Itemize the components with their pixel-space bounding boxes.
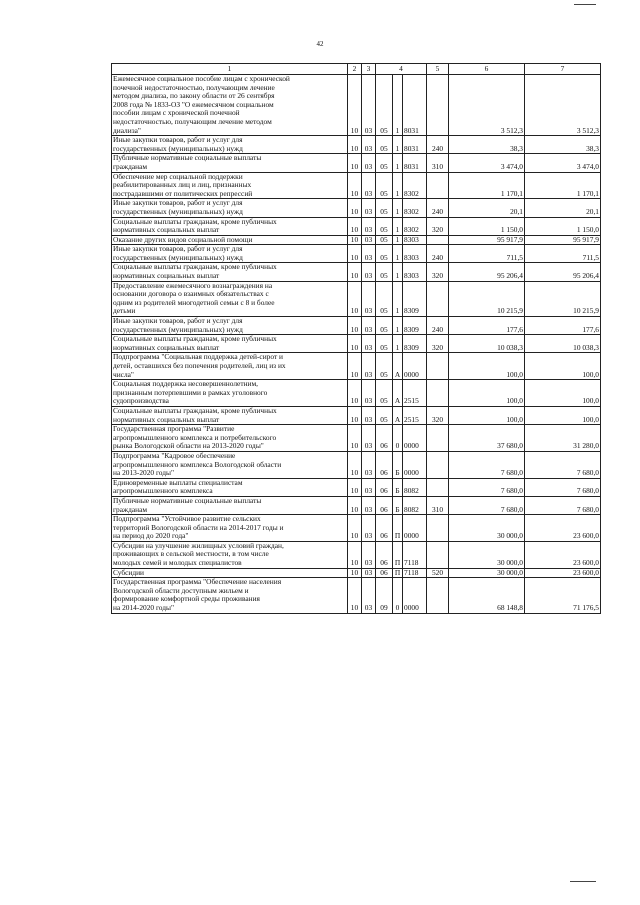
cell-name: Субсидии на улучшение жилищных условий граждан, проживающих в сельской местности, в том числе молодых семей и молодых специалистов bbox=[112, 541, 348, 568]
cell-subsection: 03 bbox=[362, 478, 376, 496]
cell-name: Предоставление ежемесячного вознаграждения на основании договора о взаимных обязательствах с одним из родителей многодетной семьи с 8 и более детьми bbox=[112, 281, 348, 316]
cell-subprogram: 0 bbox=[393, 425, 403, 452]
table-header bbox=[112, 64, 601, 75]
cell-subprogram: А bbox=[393, 353, 403, 380]
cell-section: 10 bbox=[348, 353, 362, 380]
cell-amount-2020: 31 280,0 bbox=[525, 425, 601, 452]
cell-amount-2020: 100,0 bbox=[525, 380, 601, 407]
table-row bbox=[112, 217, 601, 235]
cell-amount-2019: 10 038,3 bbox=[449, 335, 525, 353]
cell-amount-2020: 177,6 bbox=[525, 317, 601, 335]
cell-program: 06 bbox=[376, 515, 393, 542]
cell-direction: 0000 bbox=[403, 353, 427, 380]
cell-name: Ежемесячное социальное пособие лицам с хронической почечной недостаточностью, получающим лечение методом диализа, по закону области от 26 сентября 2008 года № 1833-ОЗ "О ежемесячном социальном пособии лицам с хронической почечной недостаточностью, получающим лечение методом диализа" bbox=[112, 75, 348, 136]
cell-expense-type bbox=[427, 172, 449, 199]
table-row bbox=[112, 380, 601, 407]
cell-subsection: 03 bbox=[362, 154, 376, 172]
cell-program: 05 bbox=[376, 235, 393, 245]
scan-mark-top bbox=[574, 4, 596, 5]
cell-amount-2019: 10 215,9 bbox=[449, 281, 525, 316]
cell-subsection: 03 bbox=[362, 578, 376, 613]
table-row bbox=[112, 317, 601, 335]
cell-section: 10 bbox=[348, 425, 362, 452]
header-col-2: 2 bbox=[348, 64, 362, 75]
cell-subsection: 03 bbox=[362, 541, 376, 568]
cell-direction: 8309 bbox=[403, 281, 427, 316]
cell-program: 05 bbox=[376, 406, 393, 424]
cell-amount-2019: 7 680,0 bbox=[449, 478, 525, 496]
cell-subprogram: П bbox=[393, 541, 403, 568]
cell-direction: 8302 bbox=[403, 172, 427, 199]
cell-expense-type: 320 bbox=[427, 217, 449, 235]
cell-subsection: 03 bbox=[362, 235, 376, 245]
cell-section: 10 bbox=[348, 217, 362, 235]
table-row bbox=[112, 451, 601, 478]
cell-section: 10 bbox=[348, 578, 362, 613]
table-row bbox=[112, 245, 601, 263]
cell-subsection: 03 bbox=[362, 136, 376, 154]
cell-subprogram: Б bbox=[393, 496, 403, 514]
cell-program: 05 bbox=[376, 263, 393, 281]
cell-section: 10 bbox=[348, 281, 362, 316]
header-row bbox=[112, 64, 601, 75]
cell-name: Социальные выплаты гражданам, кроме публичных нормативных социальных выплат bbox=[112, 335, 348, 353]
cell-program: 05 bbox=[376, 245, 393, 263]
header-col-1: 1 bbox=[112, 64, 348, 75]
cell-name: Иные закупки товаров, работ и услуг для государственных (муниципальных) нужд bbox=[112, 245, 348, 263]
cell-expense-type: 520 bbox=[427, 568, 449, 578]
cell-name: Иные закупки товаров, работ и услуг для государственных (муниципальных) нужд bbox=[112, 199, 348, 217]
cell-expense-type: 240 bbox=[427, 317, 449, 335]
cell-section: 10 bbox=[348, 451, 362, 478]
cell-subprogram: 1 bbox=[393, 75, 403, 136]
cell-expense-type: 240 bbox=[427, 199, 449, 217]
cell-section: 10 bbox=[348, 496, 362, 514]
cell-section: 10 bbox=[348, 478, 362, 496]
cell-subsection: 03 bbox=[362, 199, 376, 217]
cell-program: 06 bbox=[376, 478, 393, 496]
cell-amount-2019: 20,1 bbox=[449, 199, 525, 217]
cell-name: Публичные нормативные социальные выплаты гражданам bbox=[112, 496, 348, 514]
cell-name: Социальная поддержка несовершеннолетним, признанным потерпевшими в рамках уголовного судопроизводства bbox=[112, 380, 348, 407]
cell-name: Единовременные выплаты специалистам агропромышленного комплекса bbox=[112, 478, 348, 496]
cell-amount-2020: 7 680,0 bbox=[525, 478, 601, 496]
cell-expense-type: 310 bbox=[427, 154, 449, 172]
cell-expense-type: 320 bbox=[427, 335, 449, 353]
cell-amount-2020: 7 680,0 bbox=[525, 451, 601, 478]
cell-subprogram: Б bbox=[393, 478, 403, 496]
cell-subsection: 03 bbox=[362, 451, 376, 478]
cell-direction: 8031 bbox=[403, 75, 427, 136]
cell-name: Публичные нормативные социальные выплаты гражданам bbox=[112, 154, 348, 172]
header-col-4: 4 bbox=[376, 64, 427, 75]
cell-amount-2019: 30 000,0 bbox=[449, 541, 525, 568]
cell-expense-type bbox=[427, 478, 449, 496]
cell-expense-type bbox=[427, 515, 449, 542]
cell-subprogram: 1 bbox=[393, 136, 403, 154]
table-row bbox=[112, 154, 601, 172]
cell-amount-2020: 7 680,0 bbox=[525, 496, 601, 514]
cell-program: 05 bbox=[376, 154, 393, 172]
cell-direction: 8303 bbox=[403, 245, 427, 263]
cell-subprogram: 1 bbox=[393, 172, 403, 199]
cell-name: Оказание других видов социальной помощи bbox=[112, 235, 348, 245]
cell-program: 06 bbox=[376, 451, 393, 478]
cell-subsection: 03 bbox=[362, 496, 376, 514]
cell-direction: 8303 bbox=[403, 235, 427, 245]
cell-section: 10 bbox=[348, 380, 362, 407]
cell-program: 05 bbox=[376, 199, 393, 217]
cell-subsection: 03 bbox=[362, 425, 376, 452]
cell-amount-2020: 23 600,0 bbox=[525, 541, 601, 568]
cell-amount-2019: 711,5 bbox=[449, 245, 525, 263]
table-body bbox=[112, 75, 601, 614]
table-row bbox=[112, 281, 601, 316]
cell-section: 10 bbox=[348, 136, 362, 154]
cell-name: Иные закупки товаров, работ и услуг для государственных (муниципальных) нужд bbox=[112, 136, 348, 154]
cell-amount-2020: 95 206,4 bbox=[525, 263, 601, 281]
cell-subprogram: 1 bbox=[393, 335, 403, 353]
cell-subsection: 03 bbox=[362, 172, 376, 199]
budget-table bbox=[111, 63, 601, 614]
cell-amount-2020: 100,0 bbox=[525, 353, 601, 380]
scan-mark-bottom-right bbox=[570, 881, 596, 882]
cell-expense-type bbox=[427, 235, 449, 245]
cell-subsection: 03 bbox=[362, 281, 376, 316]
cell-program: 05 bbox=[376, 172, 393, 199]
cell-subsection: 03 bbox=[362, 353, 376, 380]
cell-subprogram: А bbox=[393, 406, 403, 424]
cell-name: Субсидии bbox=[112, 568, 348, 578]
cell-direction: 8309 bbox=[403, 317, 427, 335]
cell-section: 10 bbox=[348, 317, 362, 335]
cell-section: 10 bbox=[348, 245, 362, 263]
cell-expense-type bbox=[427, 281, 449, 316]
cell-program: 05 bbox=[376, 75, 393, 136]
cell-subsection: 03 bbox=[362, 515, 376, 542]
cell-subprogram: 1 bbox=[393, 217, 403, 235]
cell-program: 05 bbox=[376, 281, 393, 316]
cell-section: 10 bbox=[348, 172, 362, 199]
cell-subprogram: 1 bbox=[393, 245, 403, 263]
cell-program: 05 bbox=[376, 217, 393, 235]
cell-subsection: 03 bbox=[362, 317, 376, 335]
cell-expense-type: 240 bbox=[427, 245, 449, 263]
cell-expense-type: 320 bbox=[427, 406, 449, 424]
cell-subprogram: 1 bbox=[393, 235, 403, 245]
table-row bbox=[112, 199, 601, 217]
cell-subsection: 03 bbox=[362, 406, 376, 424]
cell-subprogram: 1 bbox=[393, 199, 403, 217]
table-row bbox=[112, 578, 601, 613]
cell-expense-type bbox=[427, 425, 449, 452]
cell-subprogram: 1 bbox=[393, 154, 403, 172]
cell-amount-2019: 30 000,0 bbox=[449, 515, 525, 542]
table-row bbox=[112, 335, 601, 353]
cell-subsection: 03 bbox=[362, 245, 376, 263]
cell-program: 09 bbox=[376, 578, 393, 613]
cell-amount-2019: 37 680,0 bbox=[449, 425, 525, 452]
page-number: 42 bbox=[316, 40, 324, 48]
cell-amount-2020: 38,3 bbox=[525, 136, 601, 154]
cell-direction: 8309 bbox=[403, 335, 427, 353]
cell-amount-2020: 95 917,9 bbox=[525, 235, 601, 245]
cell-expense-type bbox=[427, 380, 449, 407]
cell-direction: 8082 bbox=[403, 496, 427, 514]
cell-amount-2020: 1 150,0 bbox=[525, 217, 601, 235]
cell-amount-2019: 7 680,0 bbox=[449, 496, 525, 514]
cell-amount-2019: 30 000,0 bbox=[449, 568, 525, 578]
cell-amount-2019: 1 170,1 bbox=[449, 172, 525, 199]
table-row bbox=[112, 263, 601, 281]
header-col-7: 7 bbox=[525, 64, 601, 75]
cell-subprogram: А bbox=[393, 380, 403, 407]
cell-amount-2020: 3 474,0 bbox=[525, 154, 601, 172]
cell-amount-2019: 95 206,4 bbox=[449, 263, 525, 281]
cell-amount-2020: 3 512,3 bbox=[525, 75, 601, 136]
cell-subprogram: 0 bbox=[393, 578, 403, 613]
cell-name: Подпрограмма "Кадровое обеспечение агропромышленного комплекса Вологодской области на 2013-2020 годы" bbox=[112, 451, 348, 478]
cell-expense-type bbox=[427, 353, 449, 380]
cell-amount-2020: 711,5 bbox=[525, 245, 601, 263]
cell-subsection: 03 bbox=[362, 568, 376, 578]
cell-section: 10 bbox=[348, 541, 362, 568]
cell-program: 05 bbox=[376, 335, 393, 353]
cell-direction: 0000 bbox=[403, 451, 427, 478]
table-row bbox=[112, 425, 601, 452]
cell-direction: 8303 bbox=[403, 263, 427, 281]
cell-amount-2020: 10 215,9 bbox=[525, 281, 601, 316]
cell-expense-type bbox=[427, 451, 449, 478]
cell-amount-2019: 3 474,0 bbox=[449, 154, 525, 172]
cell-amount-2019: 1 150,0 bbox=[449, 217, 525, 235]
cell-direction: 8031 bbox=[403, 154, 427, 172]
cell-section: 10 bbox=[348, 406, 362, 424]
cell-program: 06 bbox=[376, 568, 393, 578]
cell-subprogram: П bbox=[393, 515, 403, 542]
cell-amount-2019: 3 512,3 bbox=[449, 75, 525, 136]
cell-section: 10 bbox=[348, 75, 362, 136]
cell-amount-2020: 10 038,3 bbox=[525, 335, 601, 353]
cell-program: 05 bbox=[376, 317, 393, 335]
cell-amount-2019: 100,0 bbox=[449, 353, 525, 380]
table-row bbox=[112, 541, 601, 568]
cell-name: Социальные выплаты гражданам, кроме публичных нормативных социальных выплат bbox=[112, 406, 348, 424]
cell-direction: 8031 bbox=[403, 136, 427, 154]
cell-program: 06 bbox=[376, 496, 393, 514]
cell-name: Обеспечение мер социальной поддержки реабилитированных лиц и лиц, признанных пострадавшими от политических репрессий bbox=[112, 172, 348, 199]
cell-amount-2020: 23 600,0 bbox=[525, 568, 601, 578]
cell-subprogram: 1 bbox=[393, 281, 403, 316]
cell-expense-type bbox=[427, 541, 449, 568]
cell-amount-2019: 68 148,8 bbox=[449, 578, 525, 613]
cell-program: 05 bbox=[376, 353, 393, 380]
cell-amount-2020: 1 170,1 bbox=[525, 172, 601, 199]
cell-name: Социальные выплаты гражданам, кроме публичных нормативных социальных выплат bbox=[112, 217, 348, 235]
table-row bbox=[112, 75, 601, 136]
cell-section: 10 bbox=[348, 263, 362, 281]
cell-name: Социальные выплаты гражданам, кроме публичных нормативных социальных выплат bbox=[112, 263, 348, 281]
header-col-5: 5 bbox=[427, 64, 449, 75]
cell-direction: 8302 bbox=[403, 217, 427, 235]
header-col-3: 3 bbox=[362, 64, 376, 75]
cell-expense-type bbox=[427, 578, 449, 613]
cell-section: 10 bbox=[348, 335, 362, 353]
cell-direction: 8302 bbox=[403, 199, 427, 217]
cell-subprogram: 1 bbox=[393, 317, 403, 335]
table-row bbox=[112, 172, 601, 199]
cell-subprogram: П bbox=[393, 568, 403, 578]
cell-program: 05 bbox=[376, 136, 393, 154]
cell-subsection: 03 bbox=[362, 335, 376, 353]
cell-amount-2020: 71 176,5 bbox=[525, 578, 601, 613]
cell-direction: 0000 bbox=[403, 425, 427, 452]
cell-section: 10 bbox=[348, 235, 362, 245]
cell-program: 06 bbox=[376, 425, 393, 452]
cell-amount-2020: 100,0 bbox=[525, 406, 601, 424]
cell-section: 10 bbox=[348, 199, 362, 217]
cell-direction: 7118 bbox=[403, 568, 427, 578]
cell-subprogram: 1 bbox=[393, 263, 403, 281]
cell-subprogram: Б bbox=[393, 451, 403, 478]
cell-amount-2019: 100,0 bbox=[449, 380, 525, 407]
cell-direction: 2515 bbox=[403, 380, 427, 407]
cell-subsection: 03 bbox=[362, 263, 376, 281]
cell-subsection: 03 bbox=[362, 75, 376, 136]
table-row bbox=[112, 496, 601, 514]
cell-expense-type: 240 bbox=[427, 136, 449, 154]
cell-subsection: 03 bbox=[362, 380, 376, 407]
cell-expense-type: 310 bbox=[427, 496, 449, 514]
cell-section: 10 bbox=[348, 154, 362, 172]
cell-section: 10 bbox=[348, 515, 362, 542]
header-col-6: 6 bbox=[449, 64, 525, 75]
cell-amount-2019: 7 680,0 bbox=[449, 451, 525, 478]
cell-amount-2019: 95 917,9 bbox=[449, 235, 525, 245]
table-row bbox=[112, 406, 601, 424]
cell-direction: 0000 bbox=[403, 515, 427, 542]
cell-name: Подпрограмма "Устойчивое развитие сельских территорий Вологодской области на 2014-2017 годы и на период до 2020 года" bbox=[112, 515, 348, 542]
cell-name: Государственная программа "Обеспечение населения Вологодской области доступным жильем и формирование комфортной среды проживания на 2014-2020 годы" bbox=[112, 578, 348, 613]
table-row bbox=[112, 353, 601, 380]
cell-subsection: 03 bbox=[362, 217, 376, 235]
cell-direction: 7118 bbox=[403, 541, 427, 568]
cell-amount-2019: 177,6 bbox=[449, 317, 525, 335]
cell-section: 10 bbox=[348, 568, 362, 578]
cell-amount-2019: 100,0 bbox=[449, 406, 525, 424]
cell-amount-2020: 23 600,0 bbox=[525, 515, 601, 542]
cell-name: Подпрограмма "Социальная поддержка детей-сирот и детей, оставшихся без попечения родителей, лиц из их числа" bbox=[112, 353, 348, 380]
table-row bbox=[112, 478, 601, 496]
cell-name: Государственная программа "Развитие агропромышленного комплекса и потребительского рынка Вологодской области на 2013-2020 годы" bbox=[112, 425, 348, 452]
cell-amount-2020: 20,1 bbox=[525, 199, 601, 217]
cell-expense-type bbox=[427, 75, 449, 136]
cell-program: 06 bbox=[376, 541, 393, 568]
table-row bbox=[112, 515, 601, 542]
cell-name: Иные закупки товаров, работ и услуг для государственных (муниципальных) нужд bbox=[112, 317, 348, 335]
cell-program: 05 bbox=[376, 380, 393, 407]
cell-direction: 0000 bbox=[403, 578, 427, 613]
cell-direction: 2515 bbox=[403, 406, 427, 424]
cell-amount-2019: 38,3 bbox=[449, 136, 525, 154]
cell-expense-type: 320 bbox=[427, 263, 449, 281]
table-row bbox=[112, 136, 601, 154]
cell-direction: 8082 bbox=[403, 478, 427, 496]
